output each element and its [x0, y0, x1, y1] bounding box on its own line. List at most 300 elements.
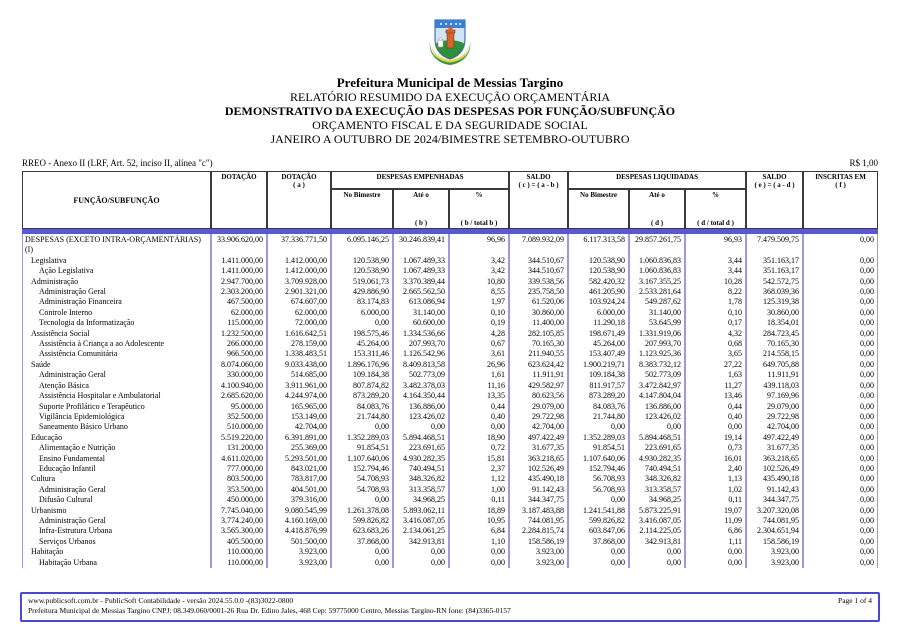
cell-value: 13,46: [685, 391, 746, 401]
cell-value: 1,78: [685, 297, 746, 307]
cell-value: 11,16: [449, 381, 509, 391]
table-row: [22, 234, 878, 256]
cell-value: 29.857.261,75: [629, 234, 685, 256]
cell-value: 255.369,00: [267, 443, 331, 453]
cell-value: 0,00: [685, 547, 746, 557]
cell-value: 8.409.813,58: [393, 360, 449, 370]
row-label: Serviços Urbanos: [22, 537, 211, 547]
table-row: [22, 474, 878, 484]
row-label: Administração Financeira: [22, 297, 211, 307]
cell-value: 3.482.378,03: [393, 381, 449, 391]
cell-value: 110.000,00: [211, 547, 267, 557]
row-label: Atenção Básica: [22, 381, 211, 391]
row-label: Administração Geral: [22, 516, 211, 526]
cell-value: 4.611.020,00: [211, 454, 267, 464]
cell-value: 843.021,00: [267, 464, 331, 474]
cell-value: 582.420,32: [568, 277, 629, 287]
cell-value: 30.860,00: [509, 308, 568, 318]
cell-value: 27,22: [685, 360, 746, 370]
cell-value: 2.685.620,00: [211, 391, 267, 401]
municipal-coat-of-arms-icon: [424, 14, 476, 70]
cell-value: 7.089.932,09: [509, 234, 568, 256]
cell-value: 1,12: [449, 474, 509, 484]
cell-value: 1,11: [685, 537, 746, 547]
cell-value: 344.347,75: [509, 495, 568, 505]
cell-value: 405.500,00: [211, 537, 267, 547]
cell-value: 0,00: [803, 433, 878, 443]
cell-value: 3,42: [449, 256, 509, 266]
cell-value: 103.924,24: [568, 297, 629, 307]
cell-value: 6.117.313,58: [568, 234, 629, 256]
cell-value: 348.326,82: [629, 474, 685, 484]
cell-value: 0,00: [568, 558, 629, 568]
cell-value: 3,44: [685, 256, 746, 266]
cell-value: 8,22: [685, 287, 746, 297]
table-row: [22, 318, 878, 328]
cell-value: 110.000,00: [211, 558, 267, 568]
cell-value: 1.616.642,51: [267, 329, 331, 339]
cell-value: 599.826,82: [568, 516, 629, 526]
table-row: [22, 495, 878, 505]
cell-value: 97.169,96: [746, 391, 803, 401]
cell-value: 165.965,00: [267, 402, 331, 412]
cell-value: 0,00: [685, 422, 746, 432]
row-label: Ação Legislativa: [22, 266, 211, 276]
cell-value: 11,09: [685, 516, 746, 526]
table-row: [22, 370, 878, 380]
cell-value: 623.624,42: [509, 360, 568, 370]
table-row: [22, 558, 878, 568]
cell-value: 120.538,90: [331, 256, 393, 266]
cell-value: 613.086,94: [393, 297, 449, 307]
cell-value: 0,00: [803, 454, 878, 464]
cell-value: 1.123.925,36: [629, 349, 685, 359]
cell-value: 363.218,65: [746, 454, 803, 464]
cell-value: 0,00: [803, 526, 878, 536]
cell-value: 10,95: [449, 516, 509, 526]
cell-value: 96,93: [685, 234, 746, 256]
cell-value: 3.709.928,00: [267, 277, 331, 287]
cell-value: 2.901.321,00: [267, 287, 331, 297]
cell-value: 807.874,82: [331, 381, 393, 391]
cell-value: 2.304.651,94: [746, 526, 803, 536]
cell-value: 8.074.060,00: [211, 360, 267, 370]
cell-value: 0,00: [803, 422, 878, 432]
row-label: Saneamento Básico Urbano: [22, 422, 211, 432]
row-label: Cultura: [22, 474, 211, 484]
cell-value: 339.538,56: [509, 277, 568, 287]
annex-reference: RREO - Anexo II (LRF, Art. 52, inciso II, alínea "c"): [22, 158, 213, 168]
cell-value: 740.494,51: [629, 464, 685, 474]
cell-value: 18,90: [449, 433, 509, 443]
cell-value: 4,32: [685, 329, 746, 339]
row-label: Suporte Profilático e Terapêutico: [22, 402, 211, 412]
cell-value: 351.163,17: [746, 256, 803, 266]
cell-value: 211.940,55: [509, 349, 568, 359]
cell-value: 0,00: [803, 485, 878, 495]
cell-value: 0,00: [803, 308, 878, 318]
row-label: Vigilância Epidemiológica: [22, 412, 211, 422]
cell-value: 61.520,06: [509, 297, 568, 307]
col-header-emp-ate: Até o ( b ): [393, 189, 449, 229]
cell-value: 744.081,95: [746, 516, 803, 526]
row-label: Infra-Estrutura Urbana: [22, 526, 211, 536]
table-row: [22, 422, 878, 432]
cell-value: 510.000,00: [211, 422, 267, 432]
cell-value: 0,00: [803, 277, 878, 287]
table-header: [22, 171, 878, 229]
cell-value: 3.416.087,05: [393, 516, 449, 526]
row-label: Difusão Cultural: [22, 495, 211, 505]
row-label: Urbanismo: [22, 506, 211, 516]
cell-value: 0,00: [803, 370, 878, 380]
cell-value: 351.163,17: [746, 266, 803, 276]
cell-value: 873.289,20: [568, 391, 629, 401]
cell-value: 599.826,82: [331, 516, 393, 526]
row-label: Educação Infantil: [22, 464, 211, 474]
cell-value: 4.418.876,99: [267, 526, 331, 536]
cell-value: 0,00: [331, 422, 393, 432]
cell-value: 13,35: [449, 391, 509, 401]
table-row: [22, 433, 878, 443]
cell-value: 5.894.468,51: [629, 433, 685, 443]
table-row: [22, 402, 878, 412]
cell-value: 0,00: [803, 339, 878, 349]
cell-value: 7.479.509,75: [746, 234, 803, 256]
cell-value: 11.911,91: [746, 370, 803, 380]
cell-value: 62.000,00: [211, 308, 267, 318]
cell-value: 158.586,19: [746, 537, 803, 547]
cell-value: 0,00: [803, 256, 878, 266]
cell-value: 3,44: [685, 266, 746, 276]
cell-value: 0,40: [449, 412, 509, 422]
cell-value: 0,72: [449, 443, 509, 453]
table-row: [22, 329, 878, 339]
cell-value: 95.000,00: [211, 402, 267, 412]
cell-value: 21.744,80: [331, 412, 393, 422]
cell-value: 19,07: [685, 506, 746, 516]
cell-value: 0,11: [449, 495, 509, 505]
cell-value: 1,10: [449, 537, 509, 547]
cell-value: 120.538,90: [331, 266, 393, 276]
table-row: [22, 537, 878, 547]
cell-value: 450.000,00: [211, 495, 267, 505]
cell-value: 6.000,00: [568, 308, 629, 318]
cell-value: 435.490,18: [746, 474, 803, 484]
cell-value: 0,10: [449, 308, 509, 318]
cell-value: 0,00: [331, 318, 393, 328]
cell-value: 4.164.350,44: [393, 391, 449, 401]
cell-value: 467.500,00: [211, 297, 267, 307]
cell-value: 649.705,88: [746, 360, 803, 370]
cell-value: 123.426,02: [629, 412, 685, 422]
cell-value: 0,44: [449, 402, 509, 412]
col-header-liq-ate: Até o ( d ): [629, 189, 685, 229]
cell-value: 3.923,00: [509, 547, 568, 557]
cell-value: 1.261.378,08: [331, 506, 393, 516]
cell-value: 115.000,00: [211, 318, 267, 328]
col-header-funcao: FUNÇÃO/SUBFUNÇÃO: [22, 171, 211, 229]
cell-value: 0,00: [803, 474, 878, 484]
cell-value: 31.140,00: [393, 308, 449, 318]
cell-value: 404.501,00: [267, 485, 331, 495]
row-label: Assistência Social: [22, 329, 211, 339]
cell-value: 0,00: [629, 547, 685, 557]
table-row: [22, 349, 878, 359]
table-row: [22, 464, 878, 474]
cell-value: 1.067.489,33: [393, 266, 449, 276]
cell-value: 2.284.815,74: [509, 526, 568, 536]
currency-note: R$ 1,00: [849, 158, 878, 168]
cell-value: 45.264,00: [568, 339, 629, 349]
row-label: Administração: [22, 277, 211, 287]
cell-value: 0,40: [685, 412, 746, 422]
cell-value: 0,00: [803, 547, 878, 557]
cell-value: 91.854,51: [331, 443, 393, 453]
cell-value: 0,10: [685, 308, 746, 318]
cell-value: 223.691,65: [393, 443, 449, 453]
statement-title: DEMONSTRATIVO DA EXECUÇÃO DAS DESPESAS POR FUNÇÃO/SUBFUNÇÃO: [224, 104, 676, 118]
cell-value: 5.873.225,91: [629, 506, 685, 516]
cell-value: 70.165,30: [509, 339, 568, 349]
cell-value: 54.708,93: [331, 485, 393, 495]
cell-value: 497.422,49: [746, 433, 803, 443]
software-credit: www.publicsoft.com.br - PublicSoft Contabilidade - versão 2024.55.0.0 -(83)3022-0800: [28, 596, 294, 605]
cell-value: 1.107.640,06: [568, 454, 629, 464]
cell-value: 0,00: [803, 349, 878, 359]
cell-value: 3,42: [449, 266, 509, 276]
table-row: [22, 339, 878, 349]
cell-value: 207.993,70: [629, 339, 685, 349]
group-header-empenhadas: DESPESAS EMPENHADAS: [331, 171, 509, 189]
cell-value: 4,28: [449, 329, 509, 339]
cell-value: 21.744,80: [568, 412, 629, 422]
table-row: [22, 547, 878, 557]
cell-value: 0,00: [393, 422, 449, 432]
cell-value: 223.691,65: [629, 443, 685, 453]
cell-value: 1.900.219,71: [568, 360, 629, 370]
cell-value: 1.107.640,06: [331, 454, 393, 464]
cell-value: 783.817,00: [267, 474, 331, 484]
cell-value: 1.411.000,00: [211, 256, 267, 266]
cell-value: 7.745.040,00: [211, 506, 267, 516]
cell-value: 91.854,51: [568, 443, 629, 453]
cell-value: 0,00: [803, 297, 878, 307]
cell-value: 502.773,09: [629, 370, 685, 380]
row-label: Administração Geral: [22, 287, 211, 297]
cell-value: 158.586,19: [509, 537, 568, 547]
cell-value: 0,73: [685, 443, 746, 453]
cell-value: 1.331.919,06: [629, 329, 685, 339]
cell-value: 1,97: [449, 297, 509, 307]
cell-value: 29.079,00: [509, 402, 568, 412]
cell-value: 131.200,00: [211, 443, 267, 453]
cell-value: 623.683,26: [331, 526, 393, 536]
cell-value: 153.407,49: [568, 349, 629, 359]
cell-value: 0,00: [803, 412, 878, 422]
cell-value: 0,00: [803, 402, 878, 412]
cell-value: 519.061,73: [331, 277, 393, 287]
table-row: [22, 381, 878, 391]
cell-value: 3,61: [449, 349, 509, 359]
cell-value: 1.067.489,33: [393, 256, 449, 266]
cell-value: 53.645,99: [629, 318, 685, 328]
cell-value: 429.886,90: [331, 287, 393, 297]
cell-value: 91.142,43: [509, 485, 568, 495]
cell-value: 9.033.438,00: [267, 360, 331, 370]
entity-name: Prefeitura Municipal de Messias Targino: [336, 75, 564, 90]
cell-value: 34.968,25: [629, 495, 685, 505]
cell-value: 4.100.940,00: [211, 381, 267, 391]
cell-value: 235.758,50: [509, 287, 568, 297]
cell-value: 3.187.483,88: [509, 506, 568, 516]
cell-value: 3.370.389,44: [393, 277, 449, 287]
row-label: Administração Geral: [22, 485, 211, 495]
col-header-inscritas: INSCRITAS EM ( f ): [803, 171, 878, 229]
cell-value: 3.923,00: [746, 558, 803, 568]
cell-value: 42.704,00: [267, 422, 331, 432]
cell-value: 3.207.320,08: [746, 506, 803, 516]
cell-value: 1.241.541,88: [568, 506, 629, 516]
col-header-emp-no-bimestre: No Bimestre: [331, 189, 393, 229]
cell-value: 0,00: [568, 547, 629, 557]
cell-value: 0,00: [803, 464, 878, 474]
cell-value: 152.794,46: [568, 464, 629, 474]
cell-value: 966.500,00: [211, 349, 267, 359]
cell-value: 125.319,38: [746, 297, 803, 307]
cell-value: 91.142,43: [746, 485, 803, 495]
table-row: [22, 277, 878, 287]
cell-value: 3.565.300,00: [211, 526, 267, 536]
cell-value: 0,00: [449, 558, 509, 568]
cell-value: 542.572,75: [746, 277, 803, 287]
cell-value: 30.246.839,41: [393, 234, 449, 256]
cell-value: 1.896.176,96: [331, 360, 393, 370]
col-header-emp-pct: % ( b / total b ): [449, 189, 509, 229]
cell-value: 0,67: [449, 339, 509, 349]
cell-value: 674.607,00: [267, 297, 331, 307]
cell-value: 0,00: [803, 506, 878, 516]
col-header-saldo-e: SALDO ( e ) = ( a - d ): [746, 171, 803, 229]
cell-value: 33.906.620,00: [211, 234, 267, 256]
cell-value: 282.105,85: [509, 329, 568, 339]
cell-value: 5.519.220,00: [211, 433, 267, 443]
entity-contact-line: Prefeitura Municipal de Messias Targino CNPJ: 08.349.060/0001-26 Rua Dr. Edino Jales, 468 Cep: 59775000 Centro, Messias Targino-RN fone: (84)3365-0157: [28, 606, 511, 615]
cell-value: 1.338.483,51: [267, 349, 331, 359]
table-row: [22, 526, 878, 536]
cell-value: 0,00: [803, 381, 878, 391]
cell-value: 6,84: [449, 526, 509, 536]
cell-value: 5.293.501,00: [267, 454, 331, 464]
cell-value: 4.160.169,00: [267, 516, 331, 526]
cell-value: 344.510,67: [509, 256, 568, 266]
cell-value: 777.000,00: [211, 464, 267, 474]
cell-value: 429.582,97: [509, 381, 568, 391]
cell-value: 3.923,00: [746, 547, 803, 557]
cell-value: 5.894.468,51: [393, 433, 449, 443]
cell-value: 80.623,56: [509, 391, 568, 401]
cell-value: 0,00: [803, 360, 878, 370]
cell-value: 3.923,00: [509, 558, 568, 568]
cell-value: 0,00: [568, 422, 629, 432]
cell-value: 0,00: [629, 558, 685, 568]
cell-value: 3.416.087,05: [629, 516, 685, 526]
cell-value: 1.126.542,96: [393, 349, 449, 359]
cell-value: 4.147.804,04: [629, 391, 685, 401]
period-line: JANEIRO A OUTUBRO DE 2024/BIMESTRE SETEMBRO-OUTUBRO: [270, 132, 630, 146]
cell-value: 0,00: [449, 547, 509, 557]
cell-value: 5.893.062,11: [393, 506, 449, 516]
cell-value: 45.264,00: [331, 339, 393, 349]
cell-value: 2.114.225,05: [629, 526, 685, 536]
cell-value: 31.677,35: [746, 443, 803, 453]
cell-value: 439.118,03: [746, 381, 803, 391]
cell-value: 96,96: [449, 234, 509, 256]
cell-value: 0,00: [803, 287, 878, 297]
cell-value: 19,14: [685, 433, 746, 443]
cell-value: 31.677,35: [509, 443, 568, 453]
cell-value: 37.868,00: [568, 537, 629, 547]
report-title: RELATÓRIO RESUMIDO DA EXECUÇÃO ORÇAMENTÁRIA: [289, 90, 610, 104]
cell-value: 16,01: [685, 454, 746, 464]
cell-value: 56.708,93: [568, 485, 629, 495]
cell-value: 6.000,00: [331, 308, 393, 318]
cell-value: 330.000,00: [211, 370, 267, 380]
cell-value: 54.708,93: [331, 474, 393, 484]
cell-value: 0,00: [685, 558, 746, 568]
cell-value: 0,11: [685, 495, 746, 505]
row-label: Tecnologia da Informatização: [22, 318, 211, 328]
cell-value: 0,00: [803, 329, 878, 339]
cell-value: 1.060.836,83: [629, 256, 685, 266]
cell-value: 29.722,98: [746, 412, 803, 422]
cell-value: 266.000,00: [211, 339, 267, 349]
cell-value: 278.159,00: [267, 339, 331, 349]
table-row: [22, 454, 878, 464]
cell-value: 3.911.961,00: [267, 381, 331, 391]
cell-value: 10,80: [449, 277, 509, 287]
cell-value: 8,55: [449, 287, 509, 297]
col-header-saldo-c: SALDO ( c ) = ( a - b ): [509, 171, 568, 229]
row-label: Ensino Fundamental: [22, 454, 211, 464]
table-row: [22, 297, 878, 307]
cell-value: 0,00: [568, 495, 629, 505]
cell-value: 60.600,00: [393, 318, 449, 328]
cell-value: 1.352.289,03: [331, 433, 393, 443]
cell-value: 1.412.000,00: [267, 266, 331, 276]
cell-value: 102.526,49: [509, 464, 568, 474]
cell-value: 1.412.000,00: [267, 256, 331, 266]
table-row: [22, 516, 878, 526]
cell-value: 342.913,81: [629, 537, 685, 547]
cell-value: 56.708,93: [568, 474, 629, 484]
cell-value: 0,00: [803, 537, 878, 547]
cell-value: 803.500,00: [211, 474, 267, 484]
cell-value: 0,00: [393, 547, 449, 557]
cell-value: 0,00: [331, 495, 393, 505]
cell-value: 198.671,49: [568, 329, 629, 339]
col-header-dotacao-inicial: DOTAÇÃO: [211, 171, 267, 229]
row-label: Assistência Comunitária: [22, 349, 211, 359]
cell-value: 1,63: [685, 370, 746, 380]
cell-value: 363.218,65: [509, 454, 568, 464]
col-header-liq-pct: % ( d / total d ): [685, 189, 746, 229]
table-row: [22, 256, 878, 266]
row-label: Administração Geral: [22, 370, 211, 380]
cell-value: 6.095.146,25: [331, 234, 393, 256]
cell-value: 62.000,00: [267, 308, 331, 318]
cell-value: 0,00: [803, 516, 878, 526]
